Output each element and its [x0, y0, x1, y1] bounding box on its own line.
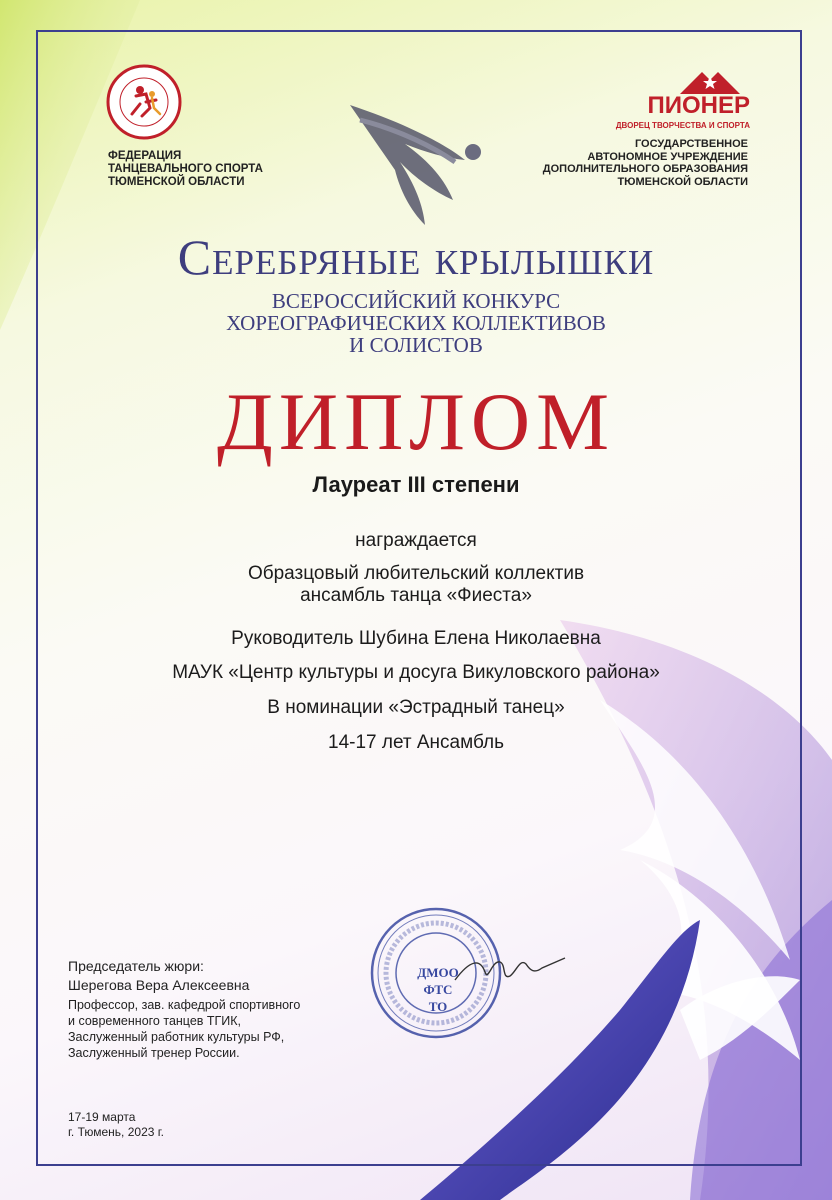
jury-block: [68, 957, 300, 1061]
dance-federation-name: ФЕДЕРАЦИЯ ТАНЦЕВАЛЬНОГО СПОРТА ТЮМЕНСКОЙ ОБЛАСТИ: [108, 150, 263, 188]
diploma-title: ДИПЛОМ: [216, 376, 616, 467]
date-place: 17-19 марта г. Тюмень, 2023 г.: [68, 1110, 164, 1139]
leader-name: Руководитель Шубина Елена Николаевна: [231, 628, 601, 649]
jury-title: Председатель жюри:: [68, 958, 204, 974]
pioneer-org-name: ГОСУДАРСТВЕННОЕ АВТОНОМНОЕ УЧРЕЖДЕНИЕ ДОПОЛНИТЕЛЬНОГО ОБРАЗОВАНИЯ ТЮМЕНСКОЙ ОБЛАСТИ: [542, 138, 748, 188]
age-group: 14-17 лет Ансамбль: [328, 732, 504, 753]
stamp-label: ДМОО ФТС ТО: [417, 965, 459, 1014]
organization-name: МАУК «Центр культуры и досуга Викуловского района»: [172, 662, 660, 683]
jury-name: Шерегова Вера Алексеевна: [68, 977, 250, 993]
event-subtitle: ВСЕРОССИЙСКИЙ КОНКУРС ХОРЕОГРАФИЧЕСКИХ КОЛЛЕКТИВОВ И СОЛИСТОВ: [226, 289, 606, 357]
star-mountain-logo: [680, 68, 740, 94]
jury-credentials: Профессор, зав. кафедрой спортивного и современного танцев ТГИК, Заслуженный работник культуры РФ, Заслуженный тренер России.: [68, 998, 301, 1060]
event-title: Серебряные крылышки: [177, 229, 655, 285]
laureate-degree: Лауреат III степени: [312, 472, 520, 497]
nomination: В номинации «Эстрадный танец»: [267, 697, 565, 718]
pioneer-logo-subtitle: ДВОРЕЦ ТВОРЧЕСТВА И СПОРТА: [615, 121, 750, 130]
signature: [450, 950, 570, 990]
collective-name: Образцовый любительский коллектив ансамбль танца «Фиеста»: [247, 563, 585, 606]
silver-wing-emblem: [345, 100, 495, 230]
pioneer-logo-name: ПИОНЕР: [647, 92, 750, 119]
awarded-label: награждается: [355, 530, 477, 551]
dance-federation-logo: [106, 64, 182, 140]
